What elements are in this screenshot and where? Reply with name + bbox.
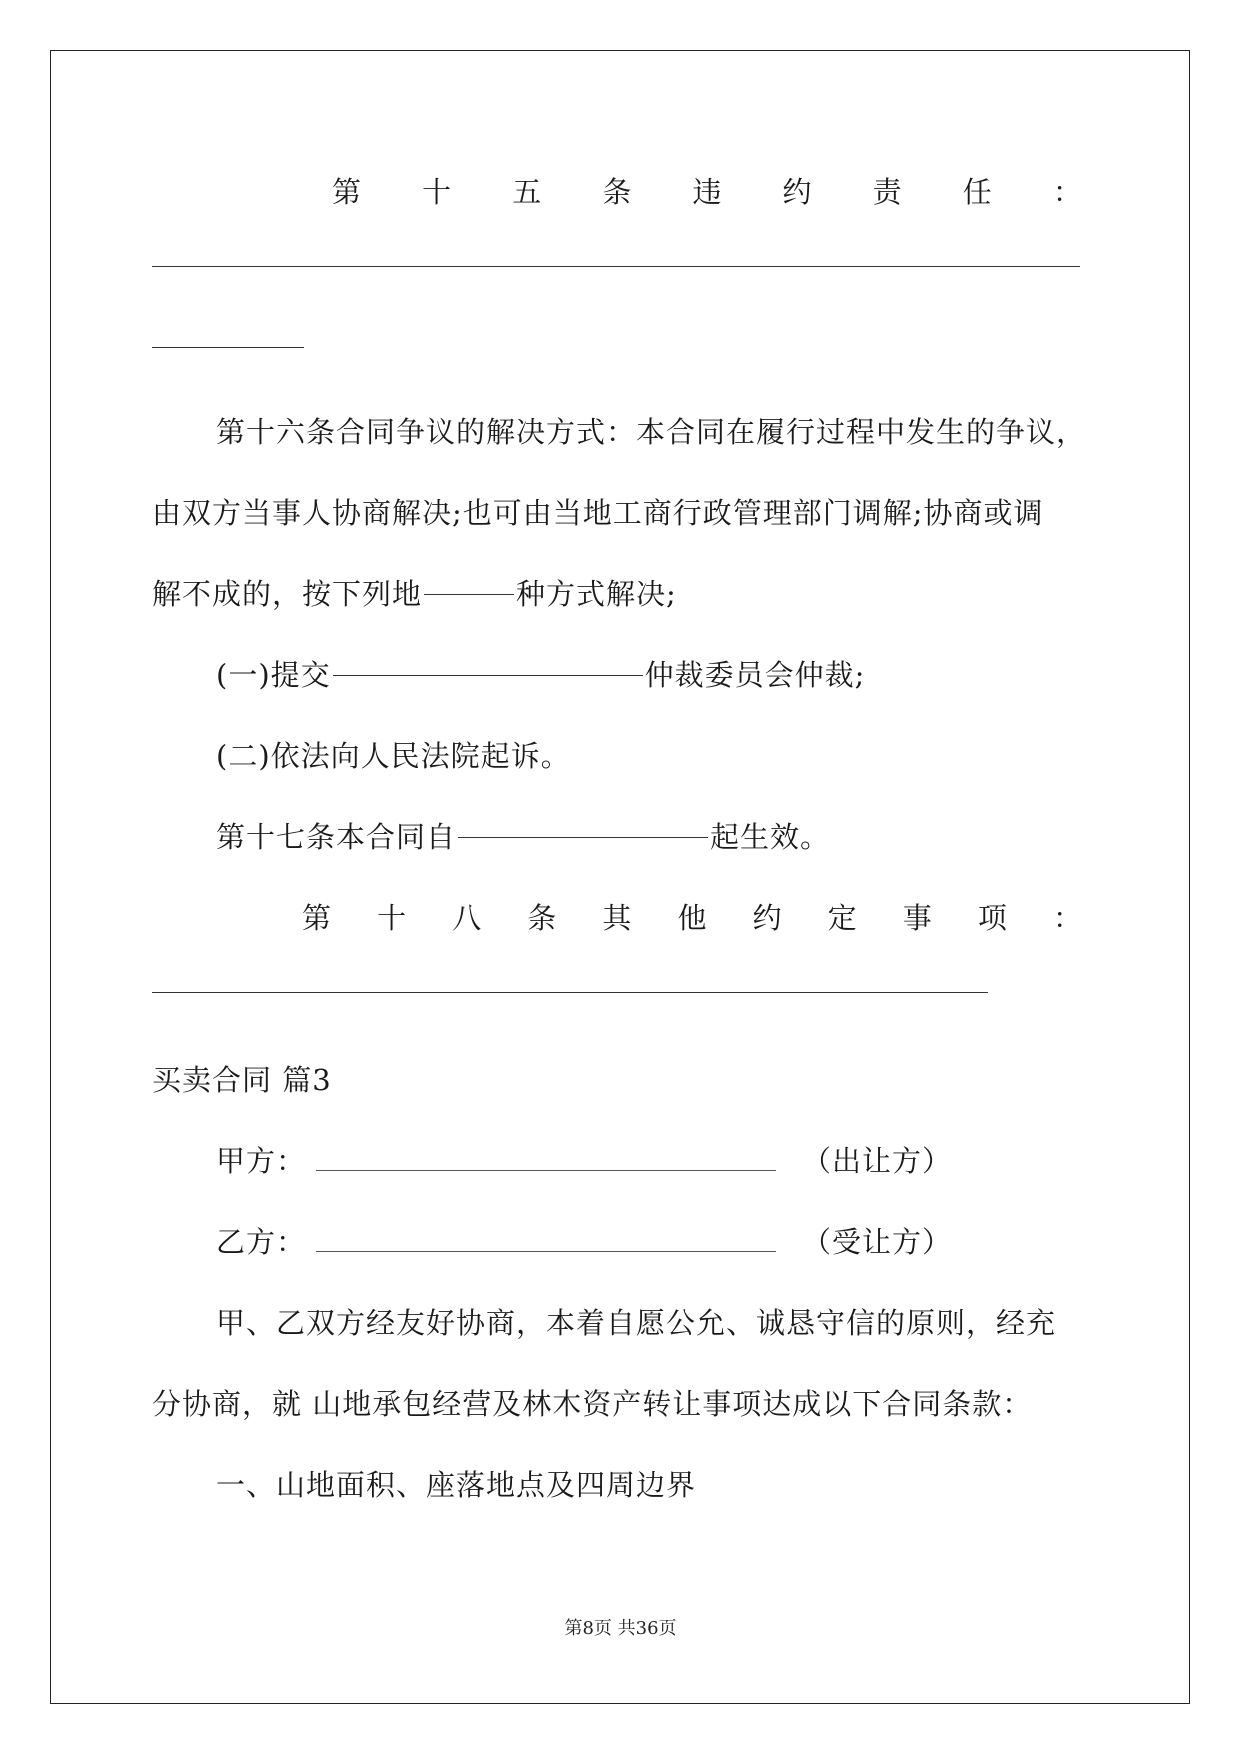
article15-blank-line-2	[152, 347, 304, 348]
article16-item2: (二)依法向人民法院起诉。	[216, 739, 571, 773]
article16-item1	[216, 655, 865, 695]
page-number: 第8页 共36页	[564, 1618, 677, 1639]
party-a-line	[216, 1141, 952, 1181]
article15-char: 违	[692, 175, 722, 209]
article18-char: ：	[1052, 901, 1082, 935]
article16-line3	[152, 574, 677, 614]
article16-line1: 第十六条合同争议的解决方式：本合同在履行过程中发生的争议，	[216, 415, 1087, 449]
article15-char: 责	[872, 175, 902, 209]
article16-item1-before: (一)提交	[216, 658, 331, 692]
article15-char: 条	[602, 175, 632, 209]
article18-char: 定	[827, 901, 857, 935]
contract3-intro-line1: 甲、乙双方经友好协商，本着自愿公允、诚恳守信的原则，经充	[216, 1306, 1057, 1340]
party-b-line	[216, 1222, 952, 1262]
article15-char: 十	[422, 175, 452, 209]
contract3-section1: 一、山地面积、座落地点及四周边界	[216, 1468, 697, 1502]
article18-char: 其	[602, 901, 632, 935]
article16-item1-after: 仲裁委员会仲裁;	[644, 658, 866, 692]
party-b-blank	[316, 1251, 776, 1252]
article15-char: 第	[332, 175, 362, 209]
article15-char: ：	[1052, 175, 1082, 209]
article18-char: 第	[302, 901, 332, 935]
blank-fill	[458, 837, 708, 838]
contract3-intro-line2: 分协商，就 山地承包经营及林木资产转让事项达成以下合同条款：	[152, 1387, 1033, 1421]
article18-char: 他	[677, 901, 707, 935]
article18-char: 项	[977, 901, 1007, 935]
blank-fill	[333, 675, 643, 676]
party-a-blank	[316, 1170, 776, 1171]
contract3-heading: 买卖合同 篇3	[152, 1063, 332, 1097]
article18-char: 条	[527, 901, 557, 935]
article18-blank-line	[152, 992, 988, 993]
article17-after: 起生效。	[710, 820, 831, 854]
article15-char: 约	[782, 175, 812, 209]
article18-char: 约	[752, 901, 782, 935]
article17-before: 第十七条本合同自	[216, 820, 457, 854]
blank-fill	[424, 594, 514, 595]
party-b-role: （受让方）	[802, 1225, 953, 1259]
article17	[216, 817, 830, 857]
article15-char: 任	[962, 175, 992, 209]
article18-char: 八	[452, 901, 482, 935]
page-border	[50, 50, 1190, 1704]
article18-char: 十	[377, 901, 407, 935]
article18-heading	[152, 898, 1082, 938]
article18-char: 事	[902, 901, 932, 935]
article15-heading	[152, 172, 1082, 212]
party-b-label: 乙方：	[216, 1225, 307, 1259]
article16-line3-before: 解不成的，按下列地	[152, 577, 423, 611]
party-a-label: 甲方：	[216, 1144, 307, 1178]
party-a-role: （出让方）	[802, 1144, 953, 1178]
article16-line2: 由双方当事人协商解决;也可由当地工商行政管理部门调解;协商或调	[152, 496, 1044, 530]
article15-char: 五	[512, 175, 542, 209]
article16-line3-after: 种方式解决;	[516, 577, 677, 611]
article15-blank-line-1	[152, 266, 1080, 267]
